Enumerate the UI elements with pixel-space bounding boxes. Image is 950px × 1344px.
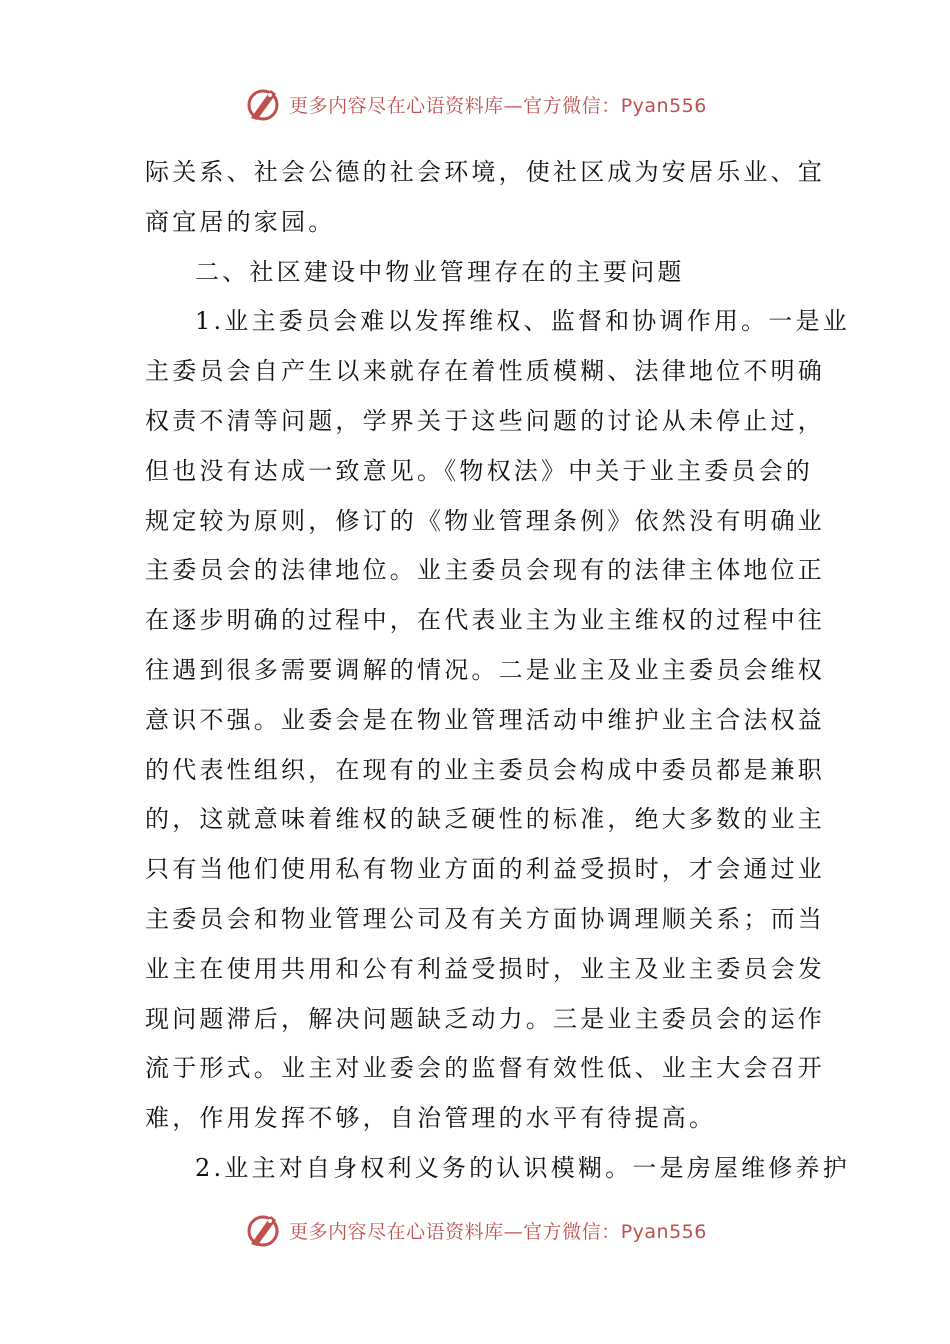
body-line: 在逐步明确的过程中，在代表业主为业主维权的过程中往	[145, 606, 825, 635]
body-line: 但也没有达成一致意见。《物权法》中关于业主委员会的	[145, 456, 813, 485]
footer-wechat-id: Pyan556	[620, 1220, 707, 1243]
paragraph-start: 1.业主委员会难以发挥维权、监督和协调作用。一是业	[195, 307, 850, 336]
pen-nib-logo-icon	[243, 1210, 283, 1250]
header-brand: 更多内容尽在心语资料库	[289, 94, 504, 117]
body-line: 主委员会和物业管理公司及有关方面协调理顺关系；而当	[145, 904, 825, 933]
body-line: 的，这就意味着维权的缺乏硬性的标准，绝大多数的业主	[145, 805, 825, 834]
body-line: 规定较为原则，修订的《物业管理条例》依然没有明确业	[145, 506, 825, 535]
footer-contact-label: 官方微信：	[523, 1220, 621, 1243]
paragraph-start: 2.业主对自身权利义务的认识模糊。一是房屋维修养护	[195, 1153, 850, 1182]
body-line: 际关系、社会公德的社会环境，使社区成为安居乐业、宜	[145, 158, 825, 186]
body-line: 意识不强。业委会是在物业管理活动中维护业主合法权益	[145, 705, 825, 734]
body-line: 权责不清等问题，学界关于这些问题的讨论从未停止过，	[145, 406, 825, 435]
footer-banner-text	[289, 1217, 707, 1244]
body-line: 主委员会自产生以来就存在着性质模糊、法律地位不明确	[145, 357, 825, 386]
header-banner	[0, 82, 950, 126]
body-line: 只有当他们使用私有物业方面的利益受损时，才会通过业	[145, 855, 825, 884]
footer-brand: 更多内容尽在心语资料库	[289, 1220, 504, 1243]
header-banner-text	[289, 91, 707, 118]
body-line: 难，作用发挥不够，自治管理的水平有待提高。	[145, 1104, 717, 1133]
pen-nib-logo-icon	[243, 84, 283, 124]
footer-dash: —	[503, 1220, 524, 1243]
body-line: 商宜居的家园。	[145, 207, 336, 236]
body-line: 现问题滞后，解决问题缺乏动力。三是业主委员会的运作	[145, 1004, 825, 1033]
document-body	[145, 148, 850, 1194]
body-line: 流于形式。业主对业委会的监督有效性低、业主大会召开	[145, 1054, 825, 1083]
section-heading: 二、社区建设中物业管理存在的主要问题	[195, 257, 685, 286]
body-line: 往遇到很多需要调解的情况。二是业主及业主委员会维权	[145, 655, 825, 684]
body-line: 业主在使用共用和公有利益受损时，业主及业主委员会发	[145, 954, 825, 983]
footer-banner	[0, 1208, 950, 1252]
header-contact-label: 官方微信：	[523, 94, 621, 117]
header-dash: —	[503, 94, 524, 117]
header-wechat-id: Pyan556	[620, 94, 707, 117]
body-line: 主委员会的法律地位。业主委员会现有的法律主体地位正	[145, 556, 825, 585]
body-line: 的代表性组织，在现有的业主委员会构成中委员都是兼职	[145, 755, 825, 784]
